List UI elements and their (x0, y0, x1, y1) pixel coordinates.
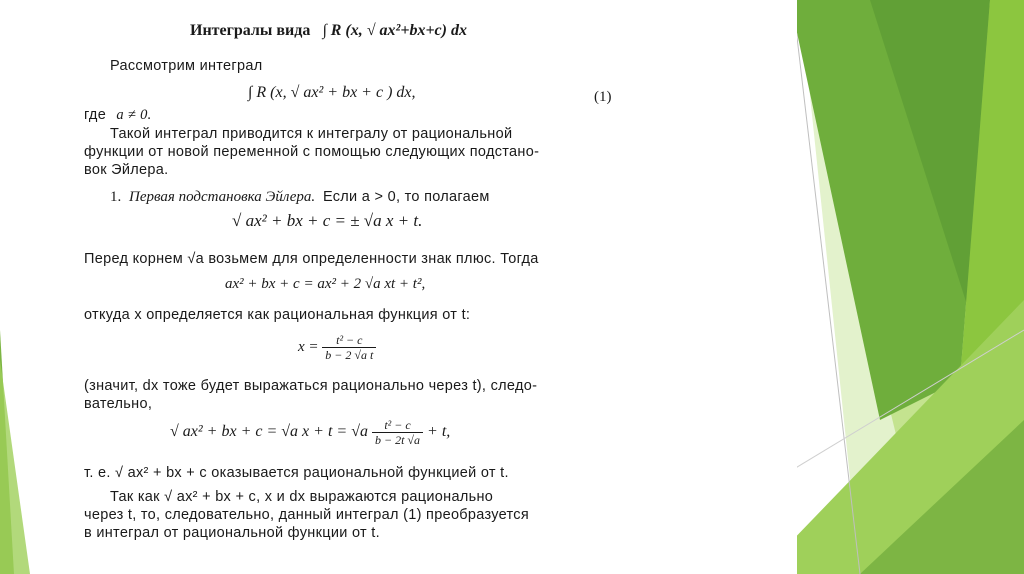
eq5-tail: + t, (427, 423, 451, 441)
title-formula: ∫ R (x, √ ax²+bx+c) dx (322, 22, 467, 39)
line-consider: Рассмотрим интеграл (110, 58, 263, 74)
section-1-name: Первая подстановка Эйлера. (129, 189, 316, 205)
left-green-strip-light (0, 360, 30, 574)
line-before-root: Перед корнем √a возьмем для определенности знак плюс. Тогда (84, 251, 539, 267)
eq4-denominator: b − 2 √a t (325, 348, 374, 362)
equation-1: ∫ R (x, √ ax² + bx + c ) dx, (248, 84, 416, 101)
paragraph-3-line-2: через t, то, следовательно, данный интеграл (1) преобразуется (84, 507, 530, 523)
eq5-denominator: b − 2t √a (374, 433, 421, 447)
equation-1-number: (1) (594, 89, 612, 105)
paragraph-1-line-1: Такой интеграл приводится к интегралу от рациональной (110, 126, 513, 142)
where-formula: a ≠ 0. (116, 107, 152, 123)
eq5-fraction (372, 418, 423, 447)
paragraph-3-line-3: в интеграл от рациональной функции от t. (84, 525, 380, 541)
equation-2: √ ax² + bx + c = ± √a x + t. (232, 211, 423, 230)
equation-4 (298, 333, 376, 362)
page-title (190, 22, 467, 40)
eq4-lhs: x = (298, 338, 319, 355)
title-prefix: Интегралы вида (190, 22, 311, 39)
section-1-rest: Если a > 0, то полагаем (322, 189, 490, 205)
eq5-lhs: √ ax² + bx + c = √a x + t = √a (170, 423, 368, 441)
where-text: где (84, 107, 107, 123)
paragraph-3-line-1: Так как √ ax² + bx + c, x и dx выражаются рационально (110, 489, 494, 505)
equation-3: ax² + bx + c = ax² + 2 √a xt + t², (225, 276, 426, 292)
paragraph-1-line-3: вок Эйлера. (84, 162, 169, 178)
section-1-number: 1. (110, 189, 122, 205)
paragraph-2-line-2: вательно, (84, 396, 153, 412)
eq4-numerator: t² − c (322, 333, 376, 348)
paragraph-1-line-2: функции от новой переменной с помощью следующих подстано- (84, 144, 540, 160)
paragraph-2-line-1: (значит, dx тоже будет выражаться рационально через t), следо- (84, 378, 538, 394)
line-whence: откуда x определяется как рациональная функция от t: (84, 307, 471, 323)
eq4-fraction (322, 333, 376, 362)
line-ie: т. е. √ ax² + bx + c оказывается рациональной функцией от t. (84, 465, 509, 481)
line-where (84, 106, 152, 124)
eq5-numerator: t² − c (372, 418, 423, 433)
section-1-heading (110, 188, 490, 206)
equation-5 (170, 418, 450, 447)
